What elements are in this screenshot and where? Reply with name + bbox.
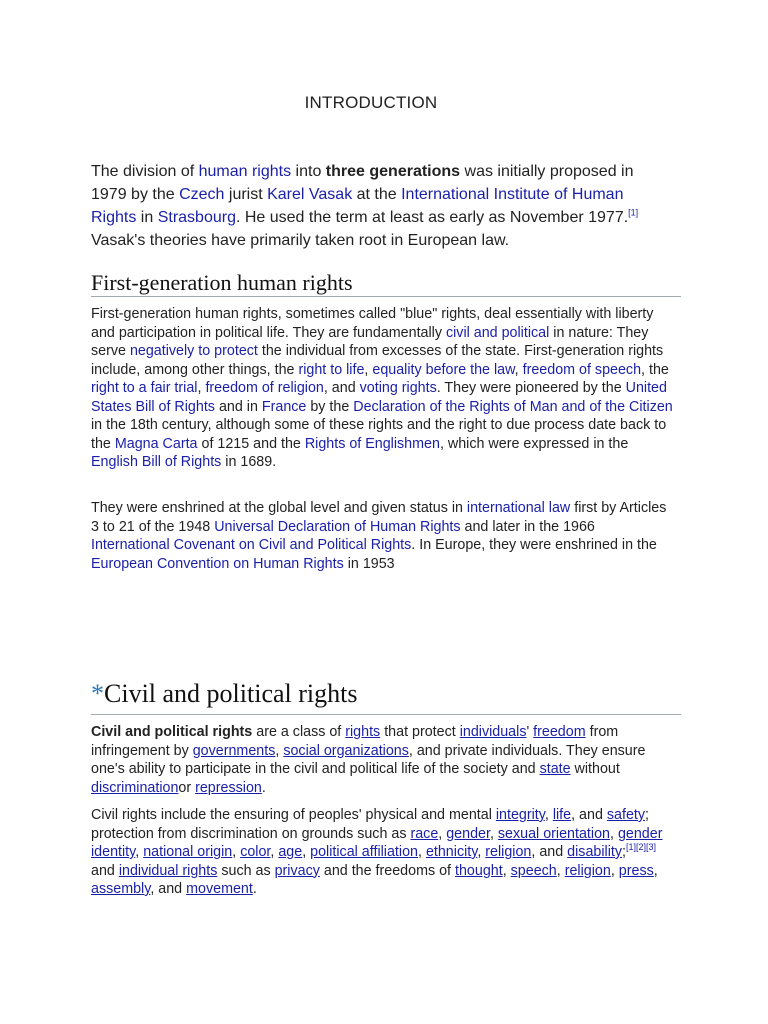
- text: ': [526, 724, 534, 740]
- text: , and: [323, 380, 360, 396]
- link-strasbourg[interactable]: Strasbourg: [157, 209, 236, 226]
- link-age[interactable]: age: [278, 844, 303, 860]
- text: are a class of: [252, 724, 346, 740]
- section-heading-civil-political: [91, 678, 681, 715]
- text: at the: [352, 186, 402, 203]
- text: ,: [609, 825, 618, 842]
- text: ,: [544, 807, 553, 823]
- text: Vasak's theories have primarily taken root in European law.: [91, 232, 510, 249]
- text: .: [252, 881, 257, 897]
- link-iccpr[interactable]: International Covenant on Civil and Political Rights: [91, 537, 412, 553]
- text: The division of: [91, 163, 199, 180]
- link-governments[interactable]: governments: [192, 742, 276, 759]
- link-religion[interactable]: religion: [485, 844, 532, 860]
- link-voting-rights[interactable]: voting rights: [359, 380, 437, 396]
- text: that protect: [380, 724, 460, 740]
- link-speech[interactable]: speech: [510, 862, 557, 879]
- enshrined-paragraph: [91, 499, 676, 573]
- link-civil-political[interactable]: civil and political: [445, 324, 550, 341]
- text: . They were pioneered by the: [436, 380, 626, 396]
- link-declaration[interactable]: Declaration of the Rights of Man and of the Citizen: [353, 398, 673, 415]
- text: ,: [232, 844, 241, 860]
- text: ,: [514, 361, 523, 378]
- link-magna-carta[interactable]: Magna Carta: [114, 435, 198, 452]
- link-safety[interactable]: safety: [606, 807, 646, 823]
- text: the individual from excesses of the state. First-generation rights include, among other things, the: [91, 343, 664, 378]
- link-human-rights[interactable]: human rights: [198, 163, 292, 180]
- text: ,: [135, 844, 144, 860]
- text: ;: [622, 844, 626, 860]
- text: ,: [417, 844, 426, 860]
- civil-political-definition-paragraph: [91, 723, 676, 797]
- link-movement[interactable]: movement: [186, 881, 253, 897]
- link-international-law[interactable]: international law: [466, 500, 571, 516]
- link-political-affiliation[interactable]: political affiliation: [310, 844, 418, 860]
- asterisk-marker: *: [91, 679, 104, 708]
- link-state[interactable]: state: [539, 761, 571, 777]
- heading-text: Civil and political rights: [104, 679, 358, 708]
- text: such as: [217, 862, 275, 879]
- text: jurist: [224, 186, 268, 203]
- link-fair-trial[interactable]: right to a fair trial: [91, 380, 198, 396]
- text: , and: [150, 881, 187, 897]
- text: ; protection from discrimination on grounds such as: [91, 807, 650, 842]
- text: . He used the term at least as early as November 1977.: [235, 209, 629, 226]
- link-ethnicity[interactable]: ethnicity: [425, 844, 478, 860]
- bold-three-generations: three generations: [325, 163, 461, 180]
- bold-civil-political-rights: Civil and political rights: [91, 724, 253, 740]
- reference-links[interactable]: [1][2][3]: [625, 842, 657, 853]
- link-czech[interactable]: Czech: [179, 186, 225, 203]
- link-race[interactable]: race: [410, 825, 439, 842]
- link-thought[interactable]: thought: [455, 862, 503, 879]
- text: in the 18th century, although some of these rights and the right to due process date back to the: [91, 417, 667, 452]
- text: They were enshrined at the global level and given status in: [91, 500, 467, 516]
- link-integrity[interactable]: integrity: [495, 807, 545, 823]
- link-freedom[interactable]: freedom: [533, 724, 586, 740]
- text: .: [261, 779, 266, 796]
- link-gender[interactable]: gender: [446, 825, 490, 842]
- text: of 1215 and the: [197, 435, 305, 452]
- text: first by Articles 3 to 21 of the 1948: [91, 500, 667, 535]
- link-karel-vasak[interactable]: Karel Vasak: [267, 186, 353, 203]
- link-religion-2[interactable]: religion: [564, 862, 611, 879]
- link-echr[interactable]: European Convention on Human Rights: [91, 555, 344, 572]
- text: from infringement by: [91, 724, 619, 759]
- link-disability[interactable]: disability: [567, 844, 622, 860]
- first-generation-paragraph: [91, 305, 676, 472]
- link-institute[interactable]: International Institute of Human Rights: [91, 186, 624, 226]
- link-gender-identity[interactable]: gender identity: [91, 825, 663, 860]
- link-press[interactable]: press: [618, 862, 654, 879]
- link-sexual-orientation[interactable]: sexual orientation: [497, 825, 610, 842]
- text: , and: [571, 807, 607, 823]
- text: Civil rights include the ensuring of peoples' physical and mental: [91, 807, 496, 823]
- link-social-organizations[interactable]: social organizations: [283, 742, 409, 759]
- text: in nature: They serve: [91, 324, 649, 359]
- text: , which were expressed in the: [439, 435, 629, 452]
- link-freedom-of-religion[interactable]: freedom of religion: [205, 380, 324, 396]
- reference-link[interactable]: [1]: [628, 207, 639, 218]
- text: or: [178, 779, 196, 796]
- text: in 1689.: [221, 454, 277, 470]
- text: , the: [641, 361, 669, 378]
- text: and: [91, 862, 119, 879]
- intro-paragraph: [91, 160, 671, 252]
- text: First-generation human rights, sometimes called "blue" rights, deal essentially with liberty and participation in political life. They are fundamentally: [91, 306, 654, 341]
- link-equality[interactable]: equality before the law: [372, 361, 515, 378]
- link-life[interactable]: life: [552, 807, 572, 823]
- page-title: INTRODUCTION: [304, 93, 438, 112]
- civil-rights-paragraph: [91, 806, 676, 899]
- link-negatively-protect[interactable]: negatively to protect: [129, 343, 258, 359]
- text: ,: [556, 862, 565, 879]
- link-individuals[interactable]: individuals: [459, 724, 527, 740]
- text: ,: [489, 825, 498, 842]
- text: by the: [306, 398, 354, 415]
- text: , and private individuals. They ensure one's ability to participate in the civil and political life of the society and: [91, 742, 646, 777]
- text: ,: [438, 825, 447, 842]
- link-udhr[interactable]: Universal Declaration of Human Rights: [214, 518, 461, 535]
- text: ,: [610, 862, 619, 879]
- text: into: [291, 163, 326, 180]
- text: ,: [302, 844, 311, 860]
- section-heading-first-generation: First-generation human rights: [91, 270, 681, 297]
- text: ,: [653, 862, 658, 879]
- text: . In Europe, they were enshrined in the: [411, 537, 657, 553]
- link-right-to-life[interactable]: right to life: [298, 361, 365, 378]
- link-rights-of-englishmen[interactable]: Rights of Englishmen: [304, 435, 440, 452]
- link-france[interactable]: France: [261, 398, 307, 415]
- text: in: [136, 209, 158, 226]
- text: was initially proposed in 1979 by the: [91, 163, 634, 203]
- text: ,: [502, 862, 511, 879]
- text: and in: [214, 398, 262, 415]
- link-us-bill-of-rights[interactable]: United States Bill of Rights: [91, 380, 667, 415]
- link-repression[interactable]: repression: [195, 779, 262, 796]
- link-discrimination[interactable]: discrimination: [91, 779, 179, 796]
- link-privacy[interactable]: privacy: [274, 862, 320, 879]
- link-assembly[interactable]: assembly: [91, 881, 151, 897]
- text: ,: [275, 742, 284, 759]
- text: and the freedoms of: [319, 862, 455, 879]
- text: ,: [270, 844, 279, 860]
- link-national-origin[interactable]: national origin: [143, 844, 233, 860]
- link-rights[interactable]: rights: [345, 724, 381, 740]
- link-freedom-of-speech[interactable]: freedom of speech: [522, 361, 642, 378]
- text: in 1953: [343, 555, 395, 572]
- link-individual-rights[interactable]: individual rights: [118, 862, 218, 879]
- text: , and: [531, 844, 568, 860]
- text: and later in the 1966: [460, 518, 595, 535]
- text: ,: [477, 844, 486, 860]
- text: ,: [364, 361, 373, 378]
- link-color[interactable]: color: [240, 844, 271, 860]
- text: ,: [197, 380, 206, 396]
- text: without: [570, 761, 620, 777]
- link-english-bill-of-rights[interactable]: English Bill of Rights: [91, 454, 222, 470]
